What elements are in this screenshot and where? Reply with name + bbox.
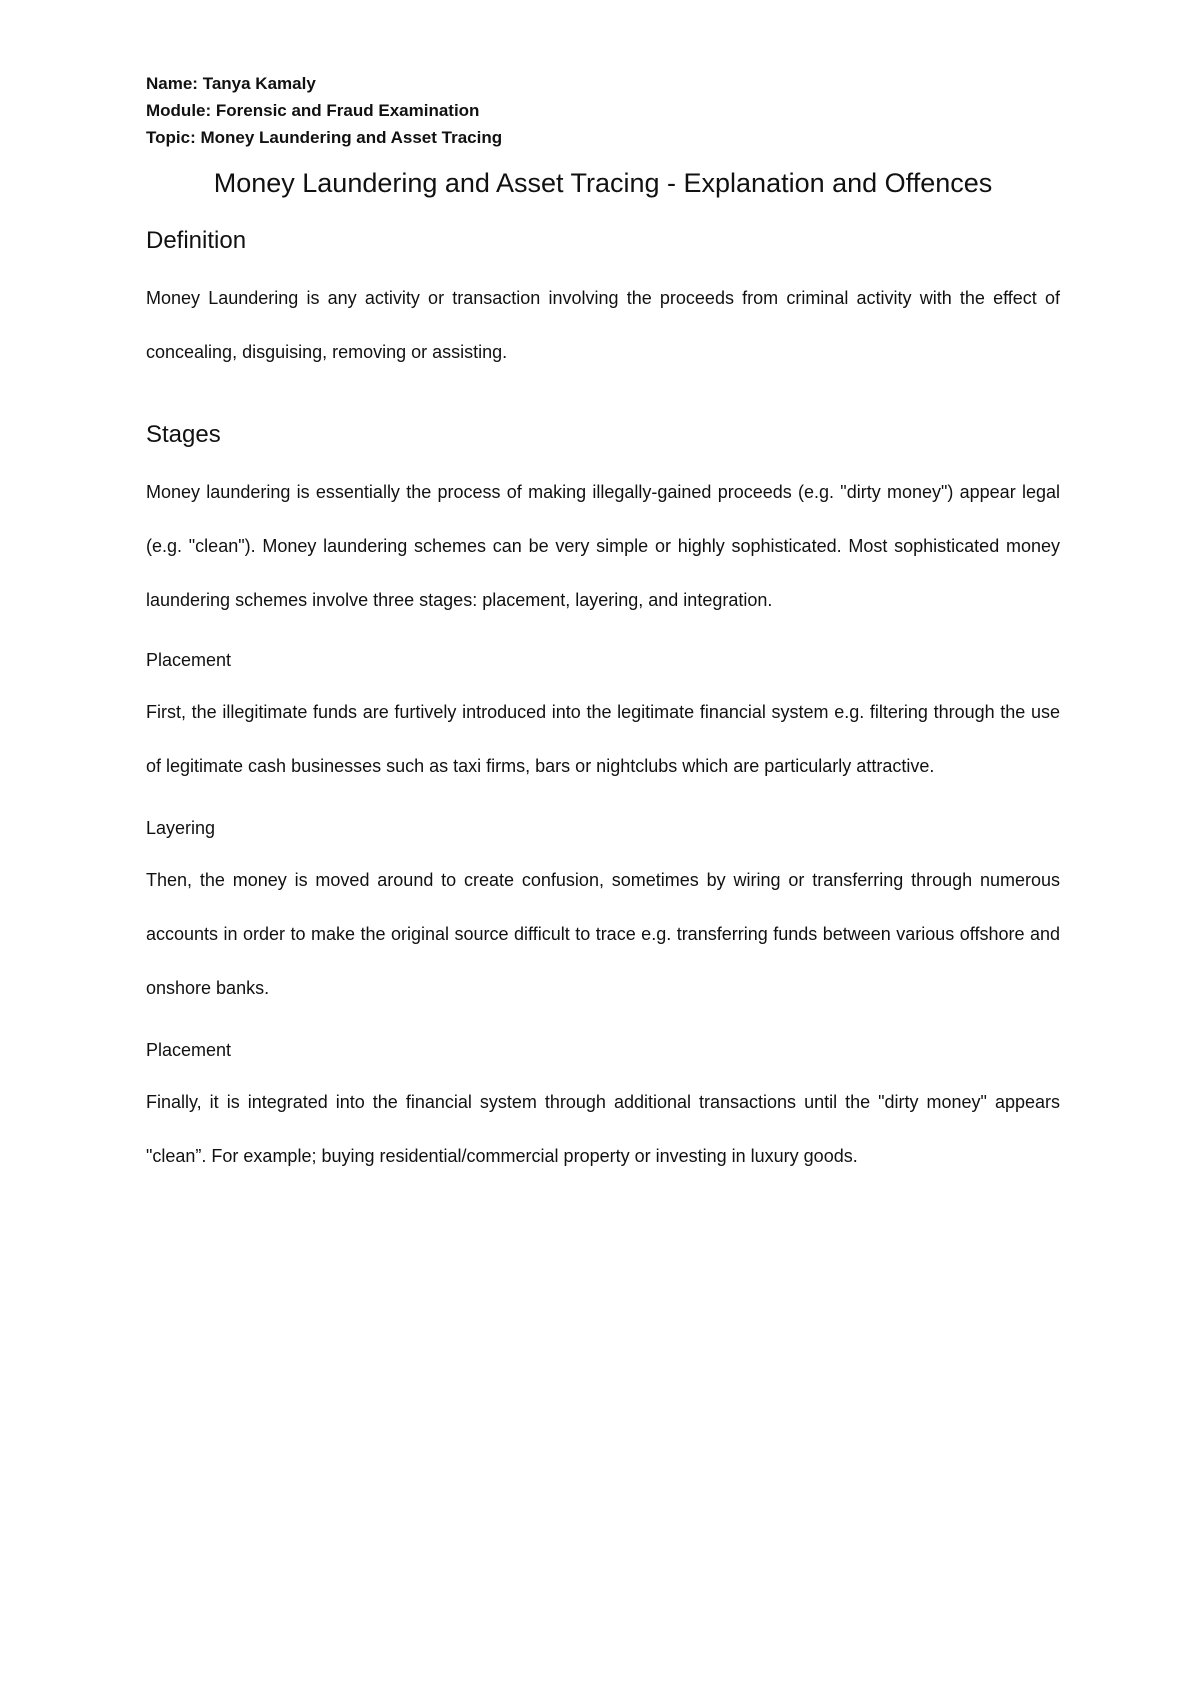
document-title: Money Laundering and Asset Tracing - Explanation and Offences bbox=[213, 168, 993, 198]
module-value: Forensic and Fraud Examination bbox=[215, 101, 480, 120]
module-label: Module: bbox=[146, 101, 212, 120]
definition-heading: Definition bbox=[146, 227, 247, 254]
author-line bbox=[146, 70, 1060, 97]
name-label: Name: bbox=[146, 74, 198, 93]
module-line bbox=[146, 97, 1060, 124]
stage-paragraph-integration: Finally, it is integrated into the financial system through additional transactions until the "dirty money" appears "clean”. For example; buying residential/commercial property or investing in luxury goods. bbox=[146, 1092, 1060, 1166]
definition-paragraph: Money Laundering is any activity or transaction involving the proceeds from criminal activity with the effect of concealing, disguising, removing or assisting. bbox=[146, 288, 1060, 362]
stage-heading-integration: Placement bbox=[146, 1040, 232, 1060]
stages-intro-paragraph: Money laundering is essentially the process of making illegally-gained proceeds (e.g. "dirty money") appear legal (e.g. "clean"). Money laundering schemes can be very simple or highly sophisticated. Most sophisticated money laundering schemes involve three stages: placement, layering, and integration. bbox=[146, 482, 1060, 610]
topic-line bbox=[146, 124, 1060, 151]
stage-heading-placement: Placement bbox=[146, 650, 232, 670]
stage-paragraph-placement: First, the illegitimate funds are furtively introduced into the legitimate financial system e.g. filtering through the use of legitimate cash businesses such as taxi firms, bars or nightclubs which are particularly attractive. bbox=[146, 702, 1060, 776]
stages-heading: Stages bbox=[146, 421, 221, 448]
topic-label: Topic: bbox=[146, 128, 196, 147]
topic-value: Money Laundering and Asset Tracing bbox=[200, 128, 503, 147]
stage-heading-layering: Layering bbox=[146, 818, 216, 838]
document-content bbox=[146, 70, 1060, 1183]
stage-paragraph-layering: Then, the money is moved around to create confusion, sometimes by wiring or transferring through numerous accounts in order to make the original source difficult to trace e.g. transferring funds between various offshore and onshore banks. bbox=[146, 870, 1060, 998]
name-value: Tanya Kamaly bbox=[202, 74, 316, 93]
